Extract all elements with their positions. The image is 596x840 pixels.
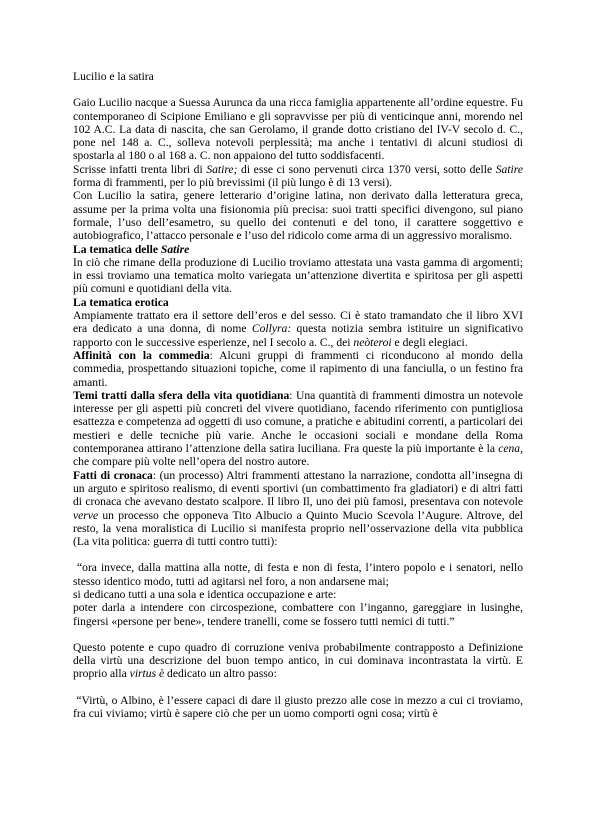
paragraph-satire-genre: Con Lucilio la satira, genere letterario d’origine latina, non derivato dalla letteratura greca, assume per la prima volta una fisionomia più precisa: suoi tratti specifici divengono, sul piano formale, l’uso dell’esametro, su quello dei contenuti e del tono, il carattere soggettivo e autobiografico, l’attacco personale e l’uso del ridicolo come arma di un aggressivo moralismo. bbox=[73, 189, 523, 243]
document-body bbox=[73, 70, 523, 720]
quote-1-line-2: si dedicano tutti a una sola e identica occupazione e arte: bbox=[73, 587, 337, 601]
commedia-heading: Affinità con la commedia bbox=[73, 348, 210, 362]
heading-tematica-erotica: La tematica erotica bbox=[73, 295, 169, 309]
quote-block-1 bbox=[73, 561, 523, 627]
document-title: Lucilio e la satira bbox=[73, 70, 154, 83]
paragraph-commedia: Affinità con la commedia: Alcuni gruppi di frammenti ci riconducono al mondo della commedia, prospettando situazioni topiche, come il rapimento di una fanciulla, o un festino fra amanti. bbox=[73, 348, 523, 389]
paragraph-virtus: Questo potente e cupo quadro di corruzione veniva probabilmente contrapposto a Definizione della virtù una descrizione del buon tempo antico, in cui dominava incontrastata la virtù. E proprio alla virtus è dedicato un altro passo: bbox=[73, 640, 523, 681]
paragraph-vita-quotidiana: Temi tratti dalla sfera della vita quotidiana: Una quantità di frammenti dimostra un notevole interesse per gli aspetti più concreti del vivere quotidiano, facendo riferimento con puntigliosa esattezza e competenza ad oggetti di uso comune, a pratiche e abitudini correnti, a particolari dei mestieri e delle tecniche più varie. Anche le occasioni sociali e mondane della Roma contemporanea attirano l’attenzione della satira luciliana. Fra queste la più importante è la cena, che compare più volte nell’opera del nostro autore. bbox=[73, 388, 523, 469]
heading-tematica-satire: La tematica delle Satire bbox=[73, 242, 190, 256]
quote-block-2: “Virtù, o Albino, è l’essere capaci di dare il giusto prezzo alle cose in mezzo a cui ci troviamo, fra cui viviamo; virtù è sapere ciò che per un uomo comporti ogni cosa; virtù è bbox=[73, 693, 523, 721]
paragraph-tematica: In ciò che rimane della produzione di Lucilio troviamo attestata una vasta gamma di argomenti; in essi troviamo una tematica molto variegata un’attenzione divertita e spiritosa per gli aspetti più comuni e quotidiani della vita. bbox=[73, 255, 523, 296]
cronaca-heading: Fatti di cronaca bbox=[73, 468, 153, 482]
paragraph-satire-books: Scrisse infatti trenta libri di Satire; di esse ci sono pervenuti circa 1370 versi, sotto delle Satire forma di frammenti, per lo più brevissimi (il più lungo è di 13 versi). bbox=[73, 162, 523, 190]
quote-1-line-1: “ora invece, dalla mattina alla notte, di festa e non di festa, l’intero popolo e i senatori, nello stesso identico modo, tutti ad agitarsi nel foro, a non andarsene mai; bbox=[73, 561, 523, 588]
vita-quotidiana-heading: Temi tratti dalla sfera della vita quotidiana bbox=[73, 388, 290, 402]
paragraph-cronaca: Fatti di cronaca: (un processo) Altri frammenti attestano la narrazione, condotta all’insegna di un arguto e spiritoso realismo, di eventi sportivi (un combattimento fra gladiatori) e di altri fatti di cronaca che avevano destato scalpore. Il libro Il, uno dei più famosi, presentava con notevole verve un processo che opponeva Tito Albucio a Quinto Mucio Scevola l’Augure. Altrove, del resto, la vena moralistica di Lucilio si manifesta proprio nell’osservazione della vita pubblica (La vita politica: guerra di tutti contro tutti): bbox=[73, 468, 523, 549]
paragraph-erotica: Ampiamente trattato era il settore dell’eros e del sesso. Ci è stato tramandato che il libro XVI era dedicato a una donna, di nome Collyra: questa notizia sembra istituire un significativo rapporto con le successive esperienze, nel I secolo a. C., dei neòteroi e degli elegiaci. bbox=[73, 309, 524, 349]
quote-1-line-3: poter darla a intendere con circospezione, combattere con l’inganno, gareggiare in lusinghe, fingersi «persone per bene», tendere tranelli, come se fossero tutti nemici di tutti.” bbox=[73, 601, 523, 628]
paragraph-intro: Gaio Lucilio nacque a Suessa Aurunca da una ricca famiglia appartenente all’ordine equestre. Fu contemporaneo di Scipione Emiliano e gli sopravvisse per più di venticinque anni, morendo nel 102 A.C. La data di nascita, che san Gerolamo, il grande dotto cristiano del IV-V secolo d. C., pone nel 148 a. C., solleva notevoli perplessità; ma anche i tentativi di alcuni studiosi di spostarla al 180 o al 168 a. C. non appaiono del tutto soddisfacenti. bbox=[73, 96, 523, 163]
